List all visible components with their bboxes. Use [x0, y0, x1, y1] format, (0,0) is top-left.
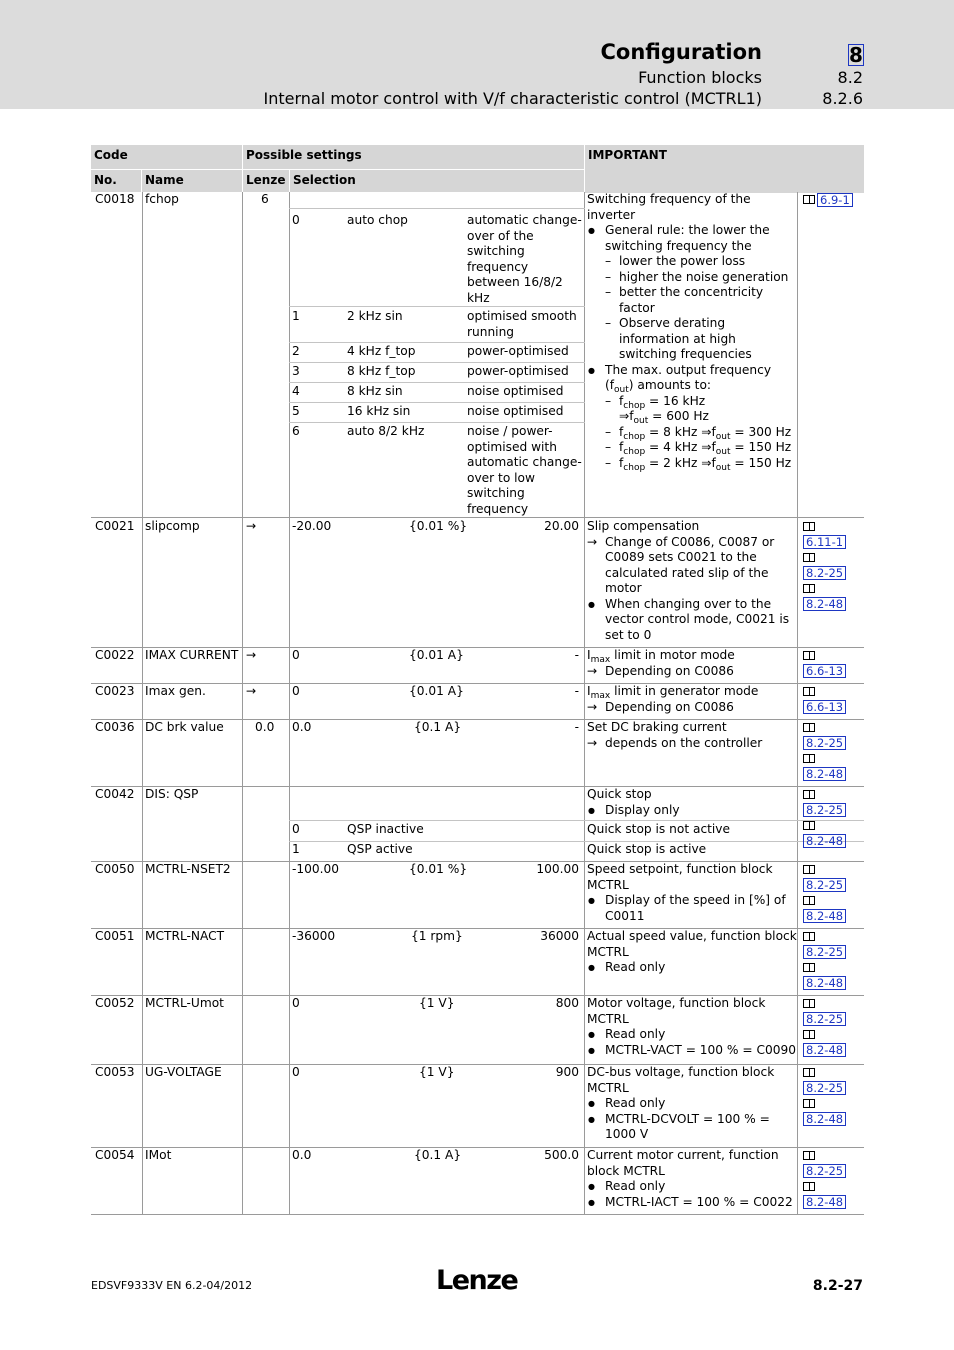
chapter-number[interactable]: 8: [849, 43, 863, 67]
important-text: Switching frequency of the inverter ● General rule: the lower the switching frequency the – lower the power loss – higher the noise generation – better the concentricity factor – Observe derating information at high switching frequencies ● The max. output frequency $(f_{out})$ amounts to: – $f_{chop} = 16$ kHz $\Rightarrow f_{out} = 600$ Hz – $f_{chop} = 8$ kHz $\Rightarrow f_{out} = 300$ Hz – $f_{chop} = 4$ kHz $\Rightarrow f_{out} = 150$ Hz – $f_{chop} = 2$ kHz $\Rightarrow f_{out} = 150$ Hz: [587, 192, 797, 471]
book-icon: [803, 723, 815, 732]
book-icon: [803, 553, 815, 562]
header-possible-settings: Possible settings: [243, 145, 584, 169]
row-divider: [91, 1214, 864, 1215]
book-icon: [803, 687, 815, 696]
book-icon: [803, 1030, 815, 1039]
column-divider: [289, 192, 290, 1215]
page-ref-link[interactable]: 8.2-25: [803, 566, 846, 580]
book-icon: [803, 932, 815, 941]
important-text: Set DC braking current → depends on the controller: [587, 720, 797, 751]
page-ref-link[interactable]: 6.11-1: [803, 535, 846, 549]
book-icon: [803, 896, 815, 905]
book-icon: [803, 1182, 815, 1191]
important-text: Current motor current, function block MCTRL ● Read only ● MCTRL-IACT = 100 % = C0022: [587, 1148, 797, 1210]
subsection-title: Internal motor control with V/f characteristic control (MCTRL1): [263, 89, 762, 108]
reference-links: [801, 684, 861, 715]
row-divider: [91, 517, 864, 518]
page-ref-link[interactable]: 8.2-25: [803, 736, 846, 750]
page-ref-link[interactable]: 8.2-25: [803, 1164, 846, 1178]
book-icon: [803, 999, 815, 1008]
column-divider: [584, 192, 585, 1215]
page-ref-link[interactable]: 6.6-13: [803, 664, 846, 678]
page-ref-link[interactable]: 6.6-13: [803, 700, 846, 714]
reference-links: [801, 1065, 861, 1127]
page-ref-link[interactable]: 8.2-25: [803, 803, 846, 817]
document-id: EDSVF9333V EN 6.2-04/2012: [91, 1279, 253, 1292]
book-icon: [803, 522, 815, 531]
reference-links: [801, 1148, 861, 1210]
page-ref-link[interactable]: 8.2-48: [803, 976, 846, 990]
page-ref-link[interactable]: 8.2-25: [803, 1012, 846, 1026]
book-icon: [803, 963, 815, 972]
page-ref-link[interactable]: 8.2-48: [803, 834, 846, 848]
important-text: Speed setpoint, function block MCTRL ● Display of the speed in [%] of C0011: [587, 862, 797, 924]
page-ref-link[interactable]: 8.2-48: [803, 1112, 846, 1126]
book-icon: [803, 790, 815, 799]
header-selection: Selection: [290, 170, 584, 192]
page-title: Configuration: [600, 40, 762, 64]
book-icon: [803, 1068, 815, 1077]
page-ref-link[interactable]: 8.2-25: [803, 878, 846, 892]
page-ref-link[interactable]: 8.2-25: [803, 945, 846, 959]
reference-links: [801, 996, 861, 1058]
important-text: Slip compensation → Change of C0086, C0087 or C0089 sets C0021 to the calculated rated slip of the motor ● When changing over to the vector control mode, C0021 is set to 0: [587, 519, 797, 643]
book-icon: [803, 821, 815, 830]
reference-links: [801, 862, 861, 924]
book-icon: [803, 1151, 815, 1160]
subsection-number: 8.2.6: [822, 89, 863, 108]
important-text: Quick stop ● Display only: [587, 787, 797, 818]
important-text: DC-bus voltage, function block MCTRL ● Read only ● MCTRL-DCVOLT = 100 % = 1000 V: [587, 1065, 797, 1143]
column-divider: [142, 192, 143, 1215]
section-number: 8.2: [837, 68, 863, 87]
header-lenze: Lenze: [243, 170, 289, 192]
book-icon: [803, 1099, 815, 1108]
page-ref-link[interactable]: 8.2-48: [803, 1043, 846, 1057]
reference-links: [801, 648, 861, 679]
book-icon: [803, 651, 815, 660]
reference-links: [801, 192, 861, 208]
page-ref-link[interactable]: 8.2-48: [803, 1195, 846, 1209]
reference-links: [801, 720, 861, 782]
header-important: IMPORTANT: [585, 145, 864, 193]
header-name: Name: [142, 170, 242, 192]
header-code: Code: [91, 145, 242, 169]
lenze-logo: Lenze: [436, 1265, 518, 1296]
section-title: Function blocks: [638, 68, 762, 87]
important-text: $I_{max}$ limit in motor mode → Depending on C0086: [587, 648, 797, 679]
book-icon: [803, 584, 815, 593]
code-table: Code Possible settings IMPORTANT No. Name Lenze Selection C0018 fchop 6 0 auto chop automatic change-over of the switching frequency between 16/8/2 kHz 1 2 kHz sin optimised smooth running 2 4 kHz f_top power-optimised 3 8 kHz f_top power-optimised 4 8 kHz sin noise optimised 5 16 kHz sin noise optimised 6 auto 8/2 kHz noise / power-optimised with automatic change-over to low switching frequency Switching frequency of the inverter ● General rule: the lower the switching frequency the – lower the power loss – higher the noise generation – better the concentricity factor – Observe derating information at high switching frequencies ● The max. output frequency $(f_{out})$ amounts to: – $f_{chop} = 16$ kHz $\Rightarrow f_{out} = 600$ Hz – $f_{chop} = 8$ kHz $\Rightarrow f_{out} = 300$ Hz – $f_{chop} = 4$ kHz $\Rightarrow f_{out} = 150$ Hz – $f_{chop} = 2$ kHz $\Rightarrow f_{out} = 150$ Hz 6.9-1 C0021 slipcomp → -20.00 {0.01 %} 20.00 Slip compensation → Change of C0086, C0087 or C0089 sets C0021 to the calculated rated slip of the motor ● When changing over to the vector control mode, C0021 is set to 0 6.11-1 8.2-25 8.2-48 C0022 IMAX CURRENT → 0 {0.01 A} - $I_{max}$ limit in motor mode → Depending on C0086 6.6-13 C0023 Imax gen. → 0 {0.01 A} - $I_{max}$ limit in generator mode → Depending on C0086 6.6-13 C0036 DC brk value 0.0 0.0 {0.1 A} - Set DC braking current → depends on the controller 8.2-25 8.2-48 C0042 DIS: QSP 0 QSP inactive 1 QSP active Quick stop ● Display only Quick stop is not active Quick stop is active 8.2-25 8.2-48 C0050 MCTRL-NSET2 -100.00 {0.01 %} 100.00 Speed setpoint, function block MCTRL ● Display of the speed in [%] of C0011 8.2-25 8.2-48 C0051 MCTRL-NACT -36000 {1 rpm} 36000 Actual speed value, function block MCTRL ● Read only 8.2-25 8.2-48 C0052 MCTRL-Umot 0 {1 V} 800 Motor voltage, function block MCTRL ● Read only ● MCTRL-VACT = 100 % = C0090 8.2-25 8.2-48 C0053 UG-VOLTAGE 0 {1 V} 900 DC-bus voltage, function block MCTRL ● Read only ● MCTRL-DCVOLT = 100 % = 1000 V 8.2-25 8.2-48 C0054 IMot 0.0 {0.1 A} 500.0 Current motor current, function block MCTRL ● Read only ● MCTRL-IACT = 100 % = C0022 8.2-25 8.2-48: [91, 145, 864, 1215]
reference-links: [801, 929, 861, 991]
header-no: No.: [91, 170, 141, 192]
column-divider: [797, 192, 798, 1215]
reference-links: [801, 519, 861, 612]
book-icon: [803, 195, 815, 204]
important-text: $I_{max}$ limit in generator mode → Depending on C0086: [587, 684, 797, 715]
page-ref-link[interactable]: 8.2-48: [803, 909, 846, 923]
page-ref-link[interactable]: 6.9-1: [817, 193, 853, 207]
page-ref-link[interactable]: 8.2-48: [803, 767, 846, 781]
page-ref-link[interactable]: 8.2-48: [803, 597, 846, 611]
column-divider: [242, 192, 243, 1215]
important-text: Motor voltage, function block MCTRL ● Read only ● MCTRL-VACT = 100 % = C0090: [587, 996, 797, 1058]
important-text: Actual speed value, function block MCTRL ● Read only: [587, 929, 797, 976]
page-number: 8.2-27: [812, 1278, 863, 1294]
book-icon: [803, 754, 815, 763]
reference-links: [801, 787, 861, 849]
page-ref-link[interactable]: 8.2-25: [803, 1081, 846, 1095]
book-icon: [803, 865, 815, 874]
